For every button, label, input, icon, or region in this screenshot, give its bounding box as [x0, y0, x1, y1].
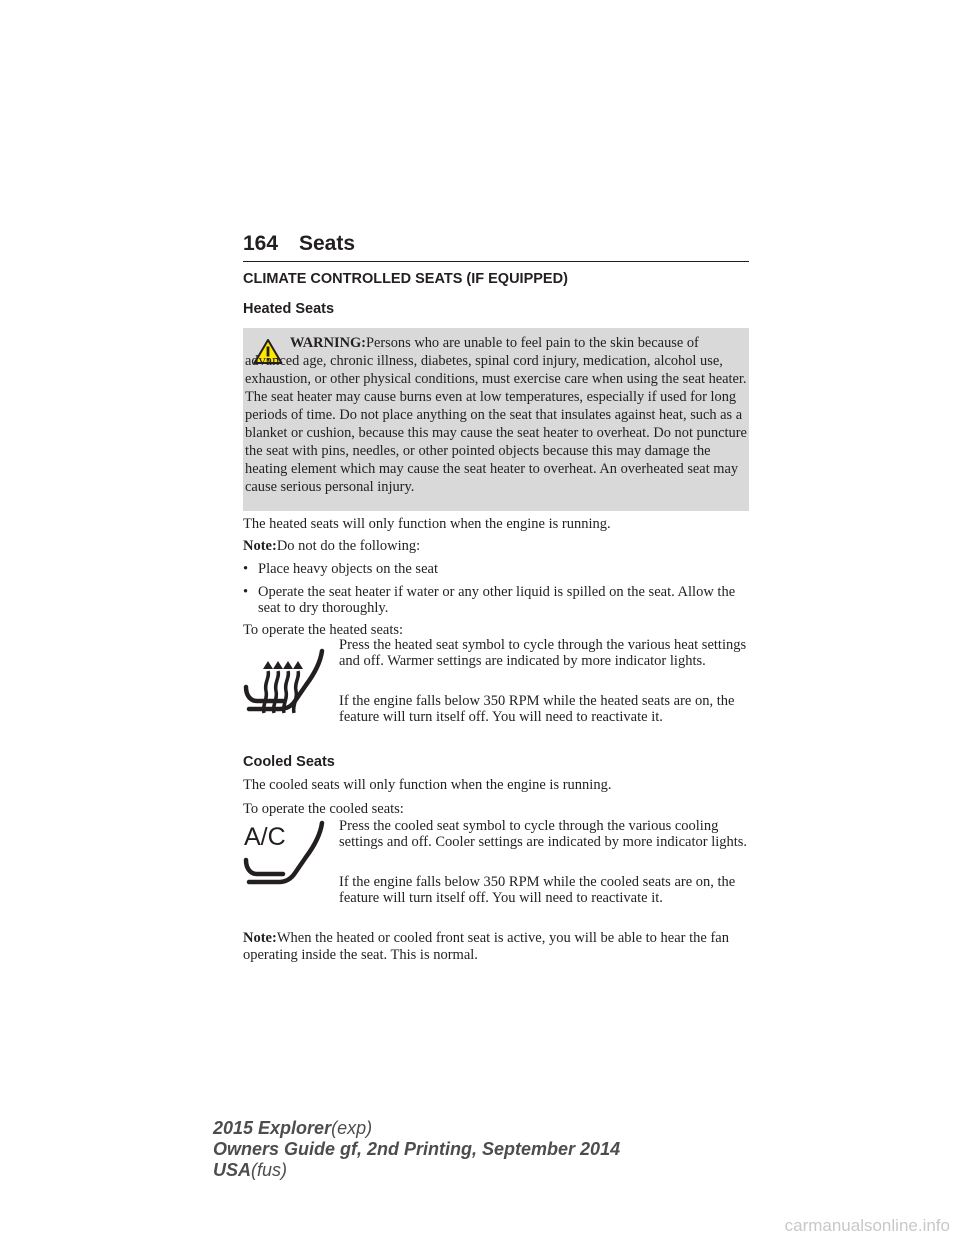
cooled-seat-icon — [243, 820, 325, 890]
footer-model-name: 2015 Explorer — [213, 1118, 332, 1138]
warning-body: Persons who are unable to feel pain to the skin because of advanced age, chronic illness, diabetes, spinal cord injury, medication, alcohol use, exhaustion, or other physical conditions, must exercise care when using the seat heater. The seat heater may cause burns even at low temperatures, especially if used for long periods of time. Do not place anything on the seat that insulates against heat, such as a blanket or cushion, because this may cause the seat heater to overheat. Do not puncture the seat with pins, needles, or other pointed objects because this may damage the heating element which may cause the seat heater to overheat. An overheated seat may cause serious personal injury. — [245, 335, 747, 495]
bullet-item — [243, 561, 749, 577]
note-label: Note: — [243, 538, 277, 554]
footer-region-name: USA — [213, 1160, 252, 1180]
chapter-title: Seats — [299, 232, 356, 255]
final-note — [243, 930, 749, 964]
footer-model-code: (exp) — [331, 1118, 373, 1138]
note-text: When the heated or cooled front seat is active, you will be able to hear the fan operating inside the seat. This is normal. — [243, 930, 729, 963]
note-label: Note: — [243, 930, 277, 946]
heated-operate-intro: To operate the heated seats: — [243, 622, 404, 638]
heated-instruction-rpm: If the engine falls below 350 RPM while the heated seats are on, the feature will turn itself off. You will need to reactivate it. — [339, 693, 735, 726]
cooled-instruction-rpm: If the engine falls below 350 RPM while the cooled seats are on, the feature will turn itself off. You will need to reactivate it. — [339, 874, 736, 907]
watermark: carmanualsonline.info — [784, 1216, 950, 1235]
footer-region — [213, 1160, 773, 1180]
cooled-instruction-press: Press the cooled seat symbol to cycle through the various cooling settings and off. Cooler settings are indicated by more indicator lights. — [339, 818, 748, 851]
heated-seat-icon — [243, 641, 325, 717]
bullet-dot: • — [243, 584, 249, 600]
heated-note — [243, 538, 749, 555]
heated-engine-note: The heated seats will only function when the engine is running. — [243, 516, 611, 532]
bullet-text: Place heavy objects on the seat — [258, 561, 438, 577]
footer-region-code: (fus) — [251, 1160, 288, 1180]
ac-label: A/C — [244, 823, 286, 851]
cooled-operate-intro: To operate the cooled seats: — [243, 801, 404, 817]
bullet-dot: • — [243, 561, 249, 577]
heated-instruction-press: Press the heated seat symbol to cycle through the various heat settings and off. Warmer settings are indicated by more indicator lights. — [339, 637, 747, 670]
note-text: Do not do the following: — [276, 538, 421, 554]
bullet-item — [243, 584, 749, 616]
footer-printing: Owners Guide gf, 2nd Printing, September 2014 — [213, 1139, 621, 1159]
bullet-text: Operate the seat heater if water or any other liquid is spilled on the seat. Allow the seat to dry thoroughly. — [258, 584, 736, 616]
warning-text — [245, 334, 747, 496]
heated-seats-heading: Heated Seats — [243, 301, 335, 317]
warning-label: WARNING: — [290, 335, 366, 351]
page-number: 164 — [243, 232, 279, 255]
page-header — [243, 231, 749, 262]
cooled-engine-note: The cooled seats will only function when the engine is running. — [243, 777, 612, 793]
section-title: CLIMATE CONTROLLED SEATS (IF EQUIPPED) — [243, 271, 568, 287]
footer-model — [213, 1118, 773, 1138]
cooled-seats-heading: Cooled Seats — [243, 754, 335, 770]
warning-box — [243, 328, 749, 511]
